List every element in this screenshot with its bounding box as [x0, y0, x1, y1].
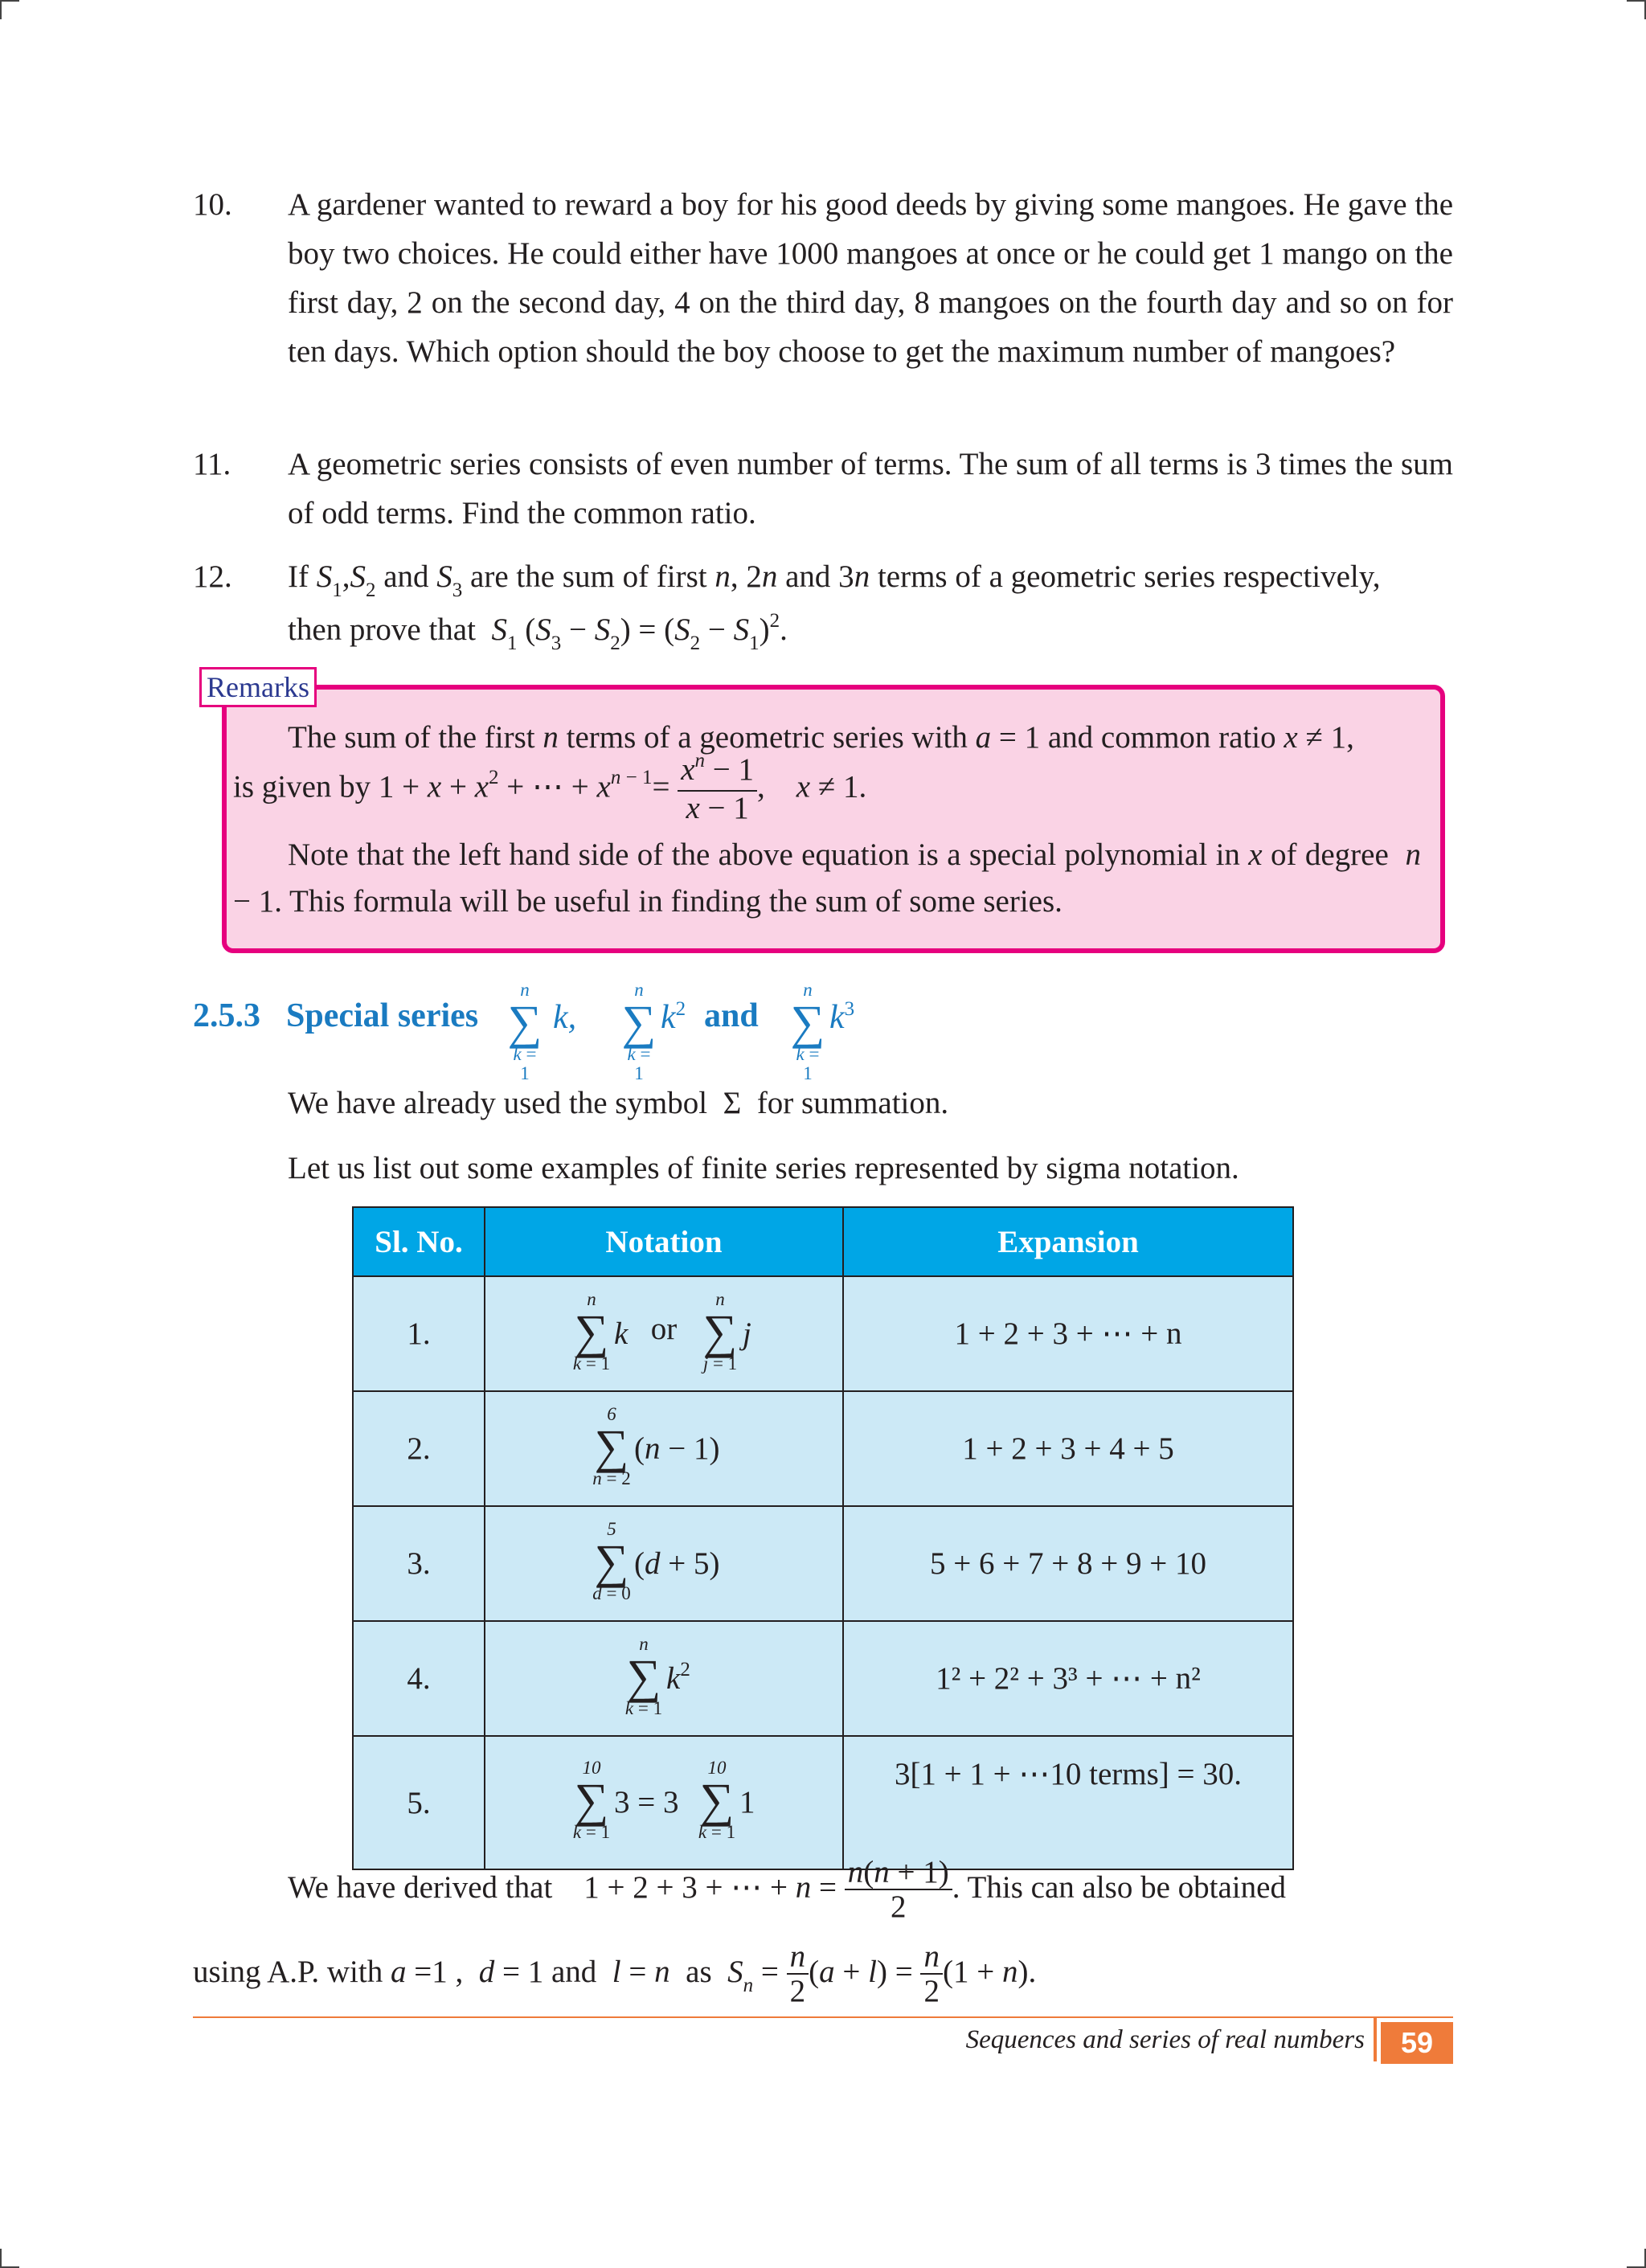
notation-cell: n ∑ k = 1 $k^2$: [485, 1621, 843, 1736]
remarks-line-1: The sum of the first n terms of a geometric series with a = 1 and common ratio x ≠ 1,: [288, 720, 1354, 755]
remarks-line-2: is given by $1 + x + x^2$ + ⋯ + $x^{n - 1}=$ $\frac{x^n - 1}{x - 1}$ , x ≠ 1.: [233, 750, 867, 825]
sl-no-cell: 1.: [353, 1276, 485, 1391]
sl-no-cell: 3.: [353, 1506, 485, 1621]
sigma-symbol: n ∑ k = 1: [507, 980, 543, 1083]
notation-cell: 5 ∑ d = 0 (d + 5): [485, 1506, 843, 1621]
table-row: [353, 1391, 1293, 1506]
expansion-cell: 1² + 2² + 3³ + ⋯ + n²: [843, 1621, 1293, 1736]
intro-line-2: Let us list out some examples of finite series represented by sigma notation.: [288, 1151, 1239, 1185]
section-title: Special series: [286, 997, 479, 1034]
section-and: and: [704, 997, 759, 1034]
table-row: [353, 1621, 1293, 1736]
table-row: [353, 1276, 1293, 1391]
intro-line-1: We have already used the symbol Σ for summation.: [288, 1086, 949, 1120]
problem-text: A gardener wanted to reward a boy for his good deeds by giving some mangoes. He gave the boy two choices. He could either have 1000 mangoes at once or he could get 1 mango on the first day, 2 on the second day, 4 on the third day, 8 mangoes on the fourth day and so on for ten days. Which option should the boy choose to get the maximum number of mangoes?: [288, 187, 1453, 369]
footer-chapter-title: Sequences and series of real numbers: [965, 2025, 1365, 2054]
sl-no-cell: 2.: [353, 1391, 485, 1506]
problem-number: 10.: [193, 187, 232, 222]
formula-fraction: $\frac{x^n - 1}{x - 1}$: [678, 754, 757, 825]
footer-rule: [193, 2016, 1453, 2018]
problem-number: 11.: [193, 447, 231, 481]
header-notation: Notation: [485, 1207, 843, 1276]
derived-line-1: We have derived that 1 + 2 + 3 + ⋯ + n = $\frac{n(n + 1)}{2}$ . This can also be obtained: [288, 1855, 1286, 1924]
expansion-cell: 1 + 2 + 3 + 4 + 5: [843, 1391, 1293, 1506]
remarks-paragraph-2: Note that the left hand side of the above equation is a special polynomial in x of degree n − 1. This formula will be useful in finding the sum of some series.: [233, 837, 1422, 919]
problem-text: If $S_1,S_2$ and $S_3$ are the sum of first n, 2n and 3n terms of a geometric series respectively, then prove that $S_1$ $(S_3 - S_2) = (S_2 - S_1)^2$.: [288, 559, 1381, 654]
expansion-cell: 1 + 2 + 3 + ⋯ + n: [843, 1276, 1293, 1391]
notation-cell: n ∑ k = 1 k or n ∑ j = 1 j: [485, 1276, 843, 1391]
header-sl-no: Sl. No.: [353, 1207, 485, 1276]
expansion-cell: 5 + 6 + 7 + 8 + 9 + 10: [843, 1506, 1293, 1621]
sigma-symbol: n ∑ k = 1: [621, 980, 657, 1083]
problem-12: [193, 552, 1453, 658]
sl-no-cell: 5.: [353, 1736, 485, 1869]
table-row: [353, 1736, 1293, 1869]
sl-no-cell: 4.: [353, 1621, 485, 1736]
problem-10: [193, 180, 1453, 376]
table-header-row: [353, 1207, 1293, 1276]
problem-11: [193, 440, 1453, 538]
notation-cell: 6 ∑ n = 2 (n − 1): [485, 1391, 843, 1506]
section-heading: 2.5.3 Special series n ∑ k = 1 k, n ∑ k = 1 $k^2$ and n ∑ k = 1 $k^3$: [193, 980, 855, 1083]
problem-number: 12.: [193, 559, 232, 594]
header-expansion: Expansion: [843, 1207, 1293, 1276]
derived-line-2: using A.P. with a =1 , d = 1 and l = n as $S_n$ = $\frac{n}{2}$ (a + l) = $\frac{n}{2}$ (1 + n).: [193, 1939, 1037, 2008]
footer-divider: [1374, 2017, 1377, 2061]
remarks-label: Remarks: [199, 667, 317, 707]
problem-text: A geometric series consists of even number of terms. The sum of all terms is 3 times the sum of odd terms. Find the common ratio.: [288, 447, 1453, 530]
sigma-symbol: n ∑ k = 1: [790, 980, 825, 1083]
table-row: [353, 1506, 1293, 1621]
expansion-cell: 3[1 + 1 + ⋯10 terms] = 30.: [843, 1736, 1293, 1869]
sum-fraction: $\frac{n(n + 1)}{2}$: [845, 1857, 952, 1924]
section-number: 2.5.3: [193, 997, 260, 1034]
page-number: 59: [1381, 2022, 1453, 2064]
notation-cell: 10 ∑ k = 1 3 = 3 10 ∑ k = 1 1: [485, 1736, 843, 1869]
sigma-notation-table: [352, 1206, 1294, 1870]
